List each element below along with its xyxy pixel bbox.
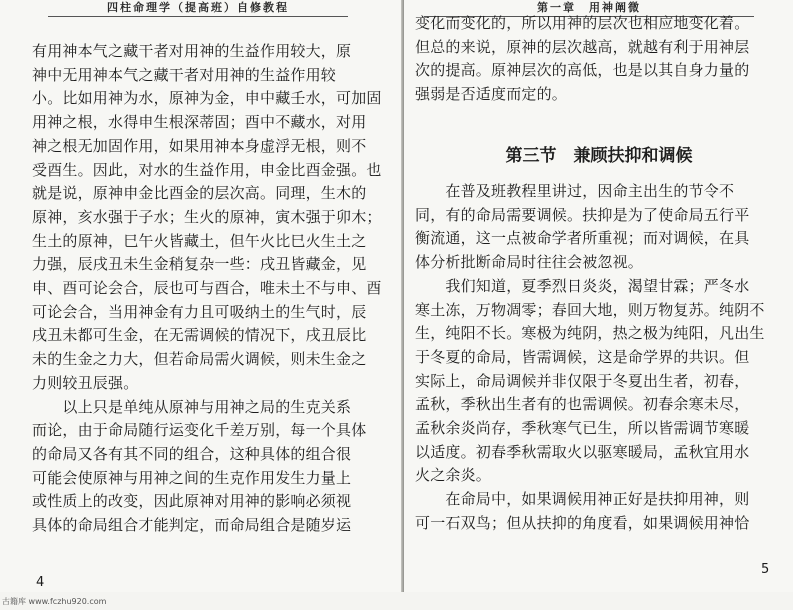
text-line: 可论会合，当用神金有力且可吸纳土的生气时，辰 xyxy=(32,302,367,321)
text-line: 生，纯阳不长。寒极为纯阴，热之极为纯阳，凡出生 xyxy=(415,324,765,343)
text-line: 火之余炎。 xyxy=(415,466,492,485)
left-body-text xyxy=(32,40,390,538)
text-line: 以上只是单纯从原神与用神之局的生克关系 xyxy=(32,397,352,416)
right-body-text xyxy=(415,180,773,536)
text-line: 我们知道，夏季烈日炎炎，渴望甘霖；严冬水 xyxy=(415,276,750,295)
text-line: 申、酉可论会合，辰也可与酉合，唯未土不与申、酉 xyxy=(32,279,382,298)
text-line: 于冬夏的命局，皆需调候，这是命学界的共识。但 xyxy=(415,347,750,366)
right-page xyxy=(404,0,793,592)
text-line: 以适度。初春季秋需取火以驱寒暖局，孟秋宜用水 xyxy=(415,442,750,461)
text-line: 生土的原神，巳午火皆藏土，但午火比巳火生土之 xyxy=(32,231,367,250)
text-line: 神中无用神本气之藏干者对用神的生益作用较 xyxy=(32,65,337,84)
text-line: 力则较丑辰强。 xyxy=(32,373,139,392)
text-line: 的命局又各有其不同的组合，这种具体的组合很 xyxy=(32,444,352,463)
right-top-text xyxy=(415,12,773,107)
text-line: 用神之根，水得申生根深蒂固；酉中不藏水，对用 xyxy=(32,113,367,132)
text-line: 就是说，原神申金比酉金的层次高。同理，生木的 xyxy=(32,184,367,203)
text-line: 孟秋余炎尚存，季秋寒气已生，所以皆需调节寒暖 xyxy=(415,419,750,438)
text-line: 可能会使原神与用神之间的生克作用发生力量上 xyxy=(32,468,352,487)
text-line: 衡流通，这一点被命学者所重视；而对调候，在具 xyxy=(415,229,750,248)
text-line: 寒土冻，万物凋零；春回大地，则万物复苏。纯阴不 xyxy=(415,300,765,319)
running-header-right: 第一章 用神阐微 xyxy=(424,0,754,17)
text-line: 或性质上的改变，因此原神对用神的影响必须视 xyxy=(32,492,352,511)
text-line: 而论，由于命局随行运变化千差万别，每一个具体 xyxy=(32,421,367,440)
page-number-left: 4 xyxy=(36,575,45,590)
text-line: 变化而变化的，所以用神的层次也相应地变化着。 xyxy=(415,14,750,32)
text-line: 未的生金之力大，但若命局需火调候，则未生金之 xyxy=(32,350,367,369)
text-line: 强弱是否适度而定的。 xyxy=(415,85,568,104)
text-line: 在命局中，如果调候用神正好是扶抑用神，则 xyxy=(415,490,750,509)
text-line: 同，有的命局需要调候。扶抑是为了使命局五行平 xyxy=(415,205,750,224)
text-line: 小。比如用神为水，原神为金，申中藏壬水，可加固 xyxy=(32,89,382,108)
text-line: 可一石双鸟；但从扶抑的角度看，如果调候用神恰 xyxy=(415,513,750,532)
text-line: 在普及班教程里讲过，因命主出生的节令不 xyxy=(415,182,735,200)
running-header-left: 四柱命理学（提高班）自修教程 xyxy=(48,0,348,17)
text-line: 受酉生。因此，对水的生益作用，申金比酉金强。也 xyxy=(32,160,382,179)
text-line: 次的提高。原神层次的高低，也是以其自身力量的 xyxy=(415,61,750,80)
text-line: 实际上，命局调候并非仅限于冬夏出生者，初春， xyxy=(415,371,750,390)
section-title: 第三节 兼顾扶抑和调候 xyxy=(505,146,693,166)
text-line: 力强，辰戌丑未生金稍复杂一些：戌丑皆藏金，见 xyxy=(32,255,367,274)
text-line: 孟秋，季秋出生者有的也需调候。初春余寒未尽， xyxy=(415,395,750,414)
page-number-right: 5 xyxy=(761,562,770,577)
text-line: 有用神本气之藏干者对用神的生益作用较大，原 xyxy=(32,42,352,60)
text-line: 具体的命局组合才能判定，而命局组合是随岁运 xyxy=(32,516,352,535)
text-line: 但总的来说，原神的层次越高，就越有利于用神层 xyxy=(415,37,750,56)
text-line: 戌丑未都可生金，在无需调候的情况下，戌丑辰比 xyxy=(32,326,367,345)
text-line: 神之根无加固作用，如果用神本身虚浮无根，则不 xyxy=(32,136,367,155)
watermark: 古籍库 www.fczhu920.com xyxy=(2,597,107,606)
text-line: 原神，亥水强于子水；生火的原神，寅木强于卯木； xyxy=(32,207,382,226)
text-line: 体分析批断命局时往往会被忽视。 xyxy=(415,253,644,272)
left-page xyxy=(0,0,404,592)
